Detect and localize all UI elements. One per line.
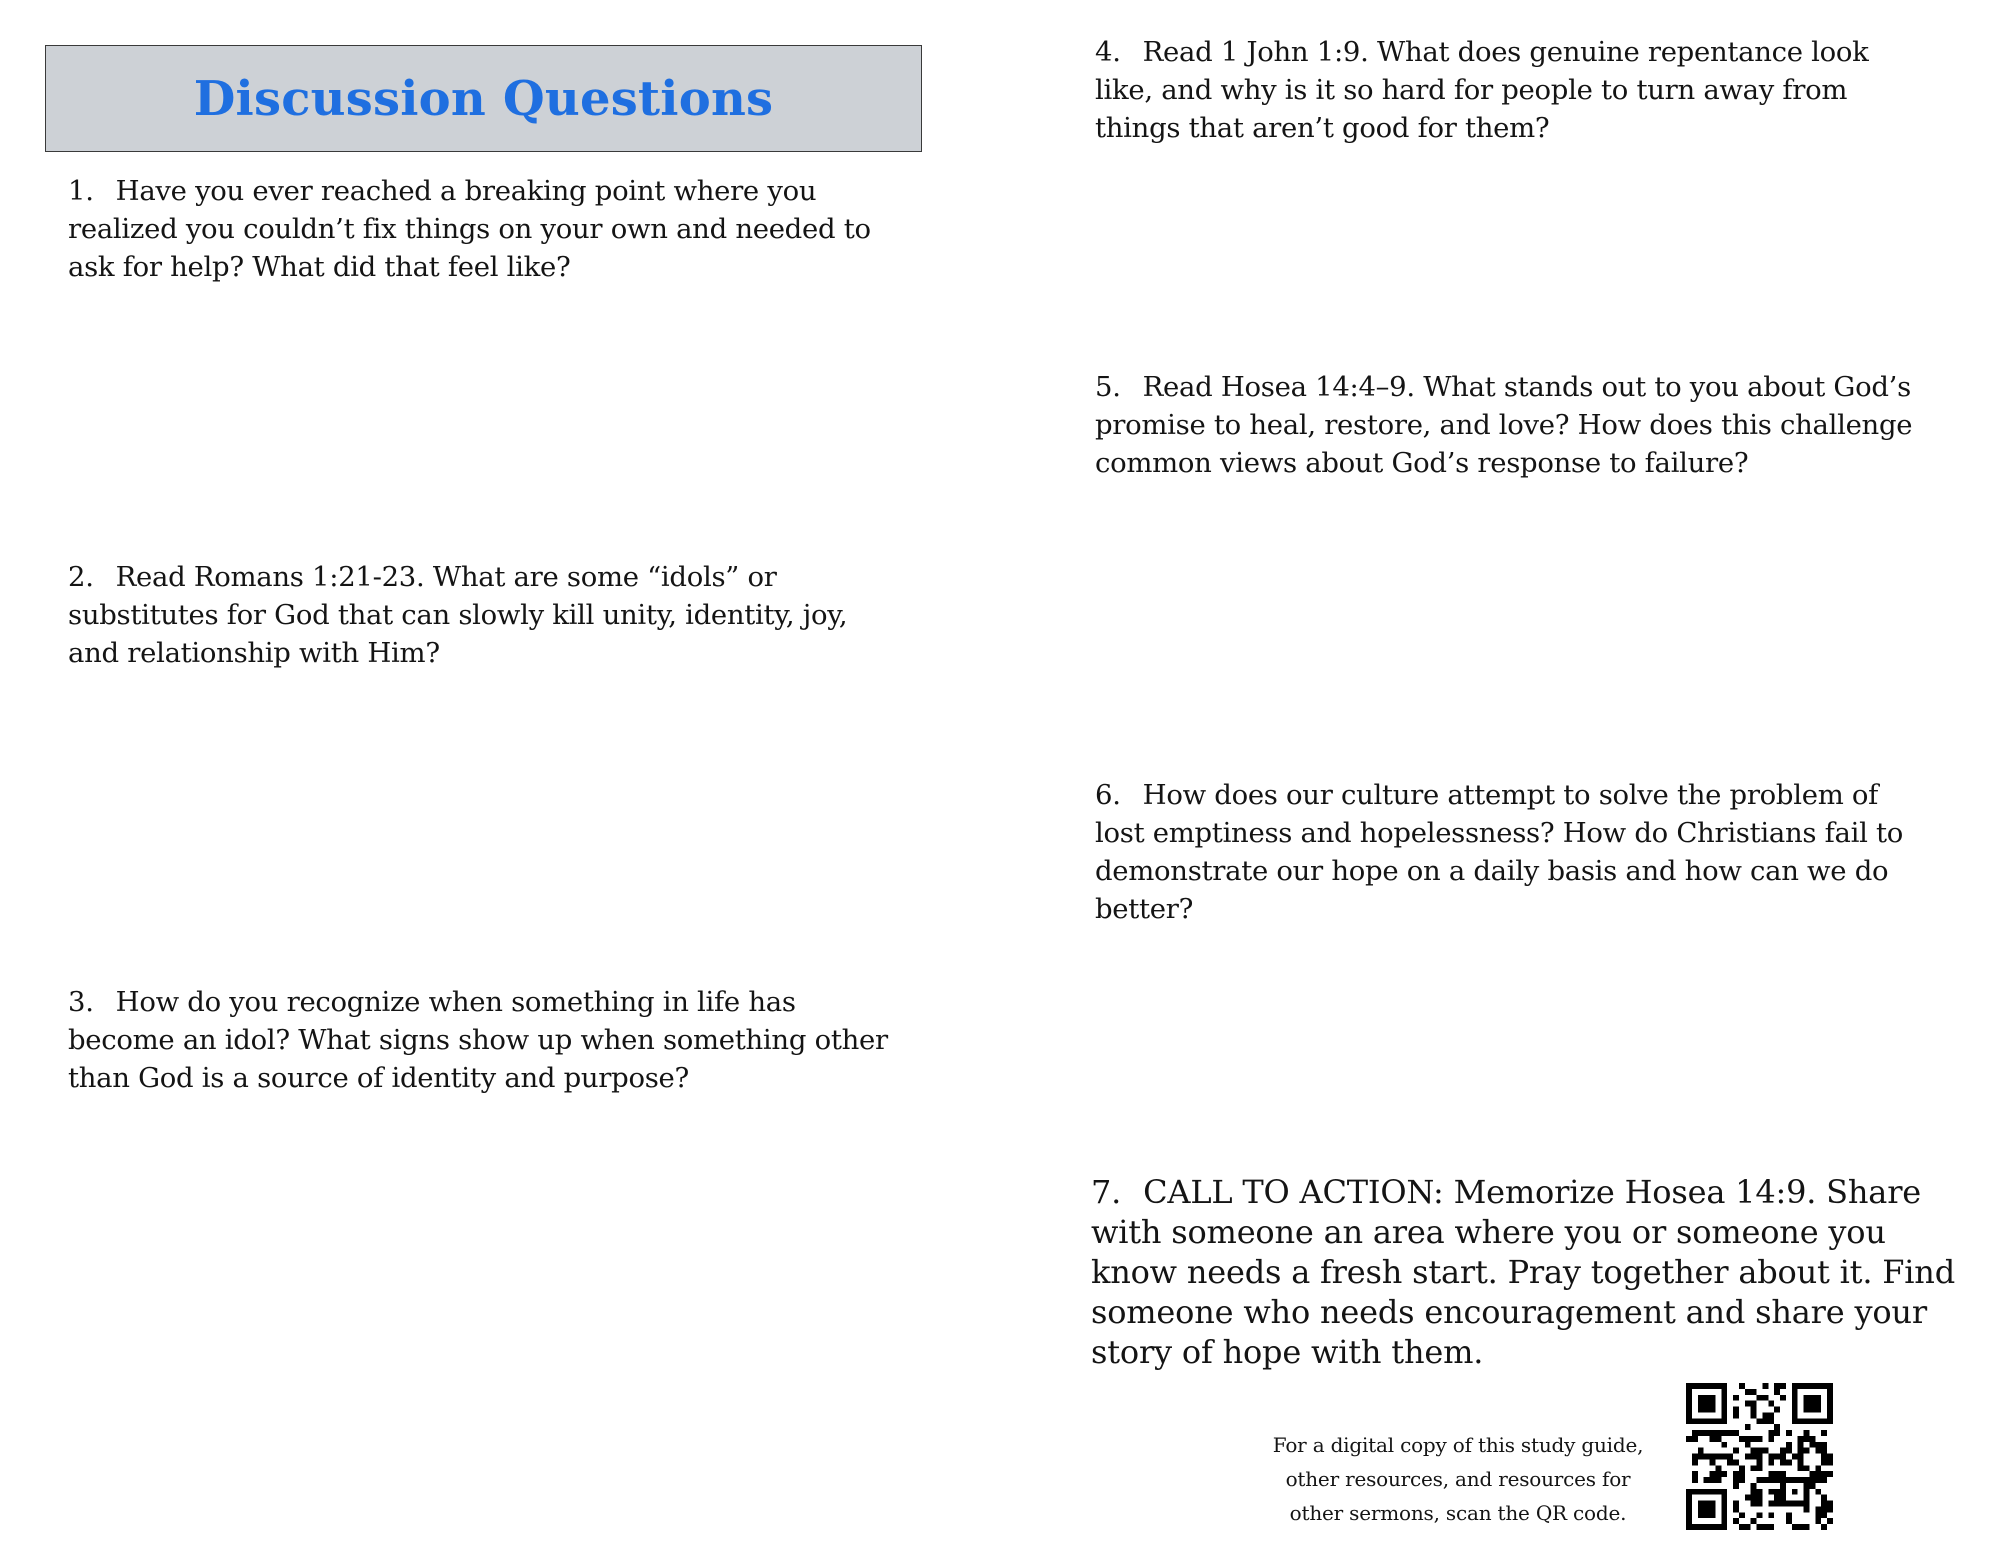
question-number: 2.: [68, 561, 94, 593]
qr-caption-line-2: other resources, and resources for: [1285, 1467, 1631, 1491]
question-number: 5.: [1095, 371, 1121, 403]
question-3: [68, 983, 888, 1097]
page-title: Discussion Questions: [193, 70, 774, 127]
question-text: Read Hosea 14:4–9. What stands out to you about God’s promise to heal, restore, and love? How does this challenge common views about God’s response to failure?: [1095, 371, 1913, 479]
question-text: How does our culture attempt to solve the problem of lost emptiness and hopelessness? How do Christians fail to demonstrate our hope on a daily basis and how can we do better?: [1095, 779, 1904, 925]
question-number: 4.: [1095, 36, 1121, 68]
question-text: How do you recognize when something in life has become an idol? What signs show up when something other than God is a source of identity and purpose?: [68, 986, 888, 1094]
qr-caption-line-1: For a digital copy of this study guide,: [1272, 1433, 1644, 1457]
question-text: CALL TO ACTION: Memorize Hosea 14:9. Share with someone an area where you or someone you know needs a fresh start. Pray together about it. Find someone who needs encouragement and share your story of hope with them.: [1091, 1173, 1955, 1371]
qr-code-icon[interactable]: [1686, 1383, 1833, 1530]
question-text: Have you ever reached a breaking point where you realized you couldn’t fix things on your own and needed to ask for help? What did that feel like?: [68, 175, 871, 283]
question-2: [68, 558, 888, 672]
question-number: 3.: [68, 986, 94, 1018]
call-to-action: [1091, 1172, 1961, 1372]
question-number: 7.: [1091, 1173, 1122, 1211]
question-text: Read 1 John 1:9. What does genuine repentance look like, and why is it so hard for people to turn away from things that aren’t good for them?: [1095, 36, 1869, 144]
qr-caption: [1248, 1428, 1668, 1530]
question-1: [68, 172, 888, 286]
question-number: 1.: [68, 175, 94, 207]
question-5: [1095, 368, 1915, 482]
question-text: Read Romans 1:21-23. What are some “idols” or substitutes for God that can slowly kill unity, identity, joy, and relationship with Him?: [68, 561, 848, 669]
question-6: [1095, 776, 1915, 928]
question-4: [1095, 33, 1915, 147]
question-number: 6.: [1095, 779, 1121, 811]
qr-caption-line-3: other sermons, scan the QR code.: [1289, 1501, 1627, 1525]
title-banner: [45, 45, 922, 152]
